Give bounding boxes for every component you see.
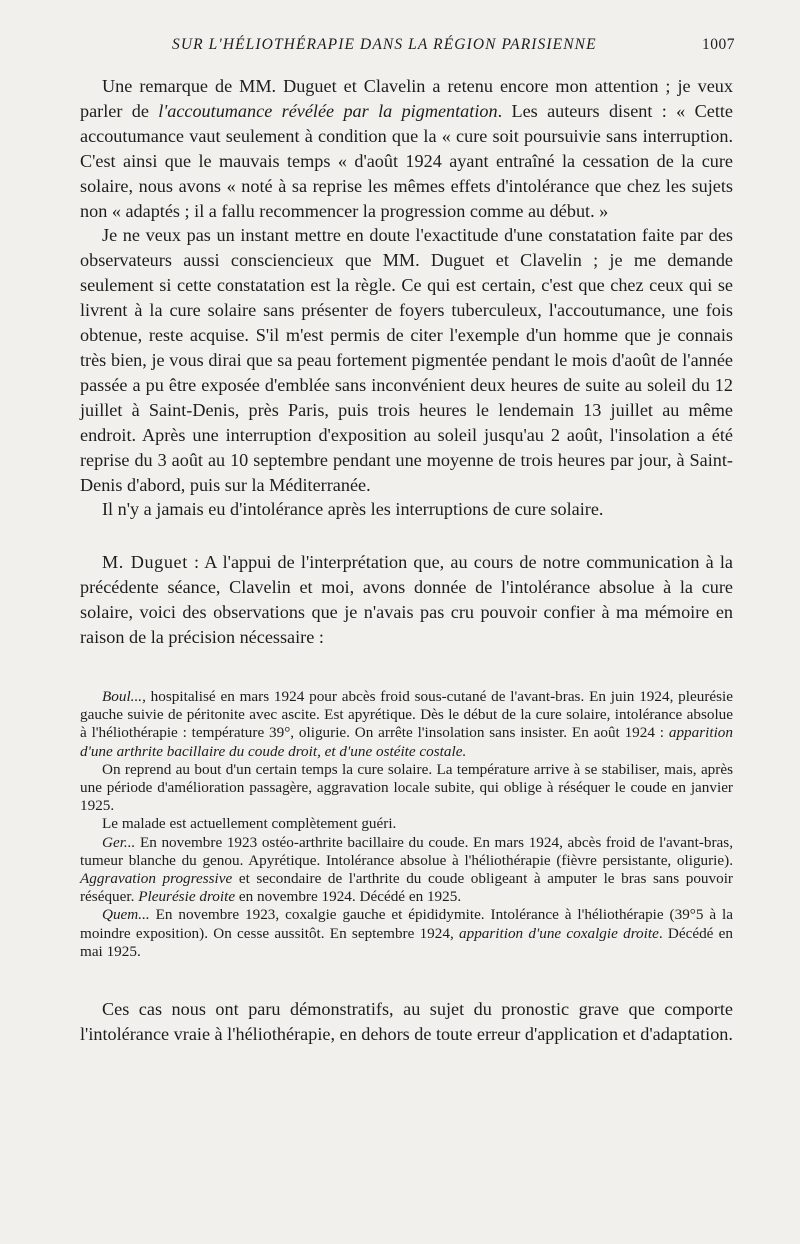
remark-text-start: Une remarque de MM. Duguet et Clavelin a retenu encore mon attention ; je veux parler de [80, 76, 733, 121]
page-header [0, 36, 800, 60]
body-text [80, 74, 733, 1047]
case-quem-emphasis: apparition d'une coxalgie droite [459, 924, 659, 942]
paragraph-duguet [80, 550, 733, 650]
case-quem-name: Quem... [102, 906, 150, 924]
case-ger-text-a: En novembre 1923 ostéo-arthrite bacillaire du coude. En mars 1924, abcès froid de l'avant-bras, tumeur blanche du genou. Apyrétique. Intolérance absolue à l'héliothérapie (fièvre persistante, oligurie). [80, 833, 733, 869]
speaker-name: M. Duguet [102, 552, 188, 573]
paragraph-doubt: Je ne veux pas un instant mettre en doute l'exactitude d'une constatation faite par des observateurs aussi consciencieux que MM. Duguet et Clavelin ; je me demande seulement si cette constatation est la règle. Ce qui est certain, c'est que chez ceux qui se livrent à la cure solaire sans présenter de foyers tuberculeux, l'accoutumance, une fois obtenue, reste acquise. S'il m'est permis de citer l'exemple d'un homme que je connais très bien, je vous dirai que sa peau fortement pigmentée pendant le mois d'août de l'année passée a pu être exposée d'emblée sans inconvénient deux heures de suite au soleil du 12 juillet à Saint-Denis, près Paris, puis trois heures le lendemain 13 juillet au même endroit. Après une interruption d'exposition au soleil jusqu'au 2 août, l'insolation a été reprise du 3 août au 10 septembre pendant une moyenne de trois heures par jour, à Saint-Denis d'abord, puis sur la Méditerranée. [80, 225, 733, 495]
page-number: 1007 [702, 36, 735, 53]
case-boul-emphasis: apparition d'une arthrite bacillaire du coude droit, et d'une ostéite costale. [80, 724, 733, 760]
case-quem-text-b: . Décédé en mai 1925. [80, 924, 733, 960]
case-quem [80, 906, 733, 961]
duguet-intro: : A l'appui de l'interprétation que, au cours de notre communication à la précédente séance, Clavelin et moi, avons donnée de l'intolérance absolue à la cure solaire, voici des observations que je n'avais pas cru pouvoir confier à ma mémoire en raison de la précision nécessaire : [80, 552, 733, 648]
case-quem-text-a: En novembre 1923, coxalgie gauche et épididymite. Intolérance à l'héliothérapie (39°5 à la moindre exposition). On cesse aussitôt. En septembre 1924, [80, 906, 733, 942]
case-ger-emphasis-2: Pleurésie droite [138, 888, 236, 906]
case-boul-followup: On reprend au bout d'un certain temps la cure solaire. La température arrive à se stabiliser, mais, après une période d'amélioration passagère, aggravation locale subite, qui oblige à réséquer le coude en janvier 1925. [80, 760, 733, 815]
case-boul-name: Boul... [102, 687, 143, 705]
remark-text-end: . Les auteurs disent : « Cette accoutumance vaut seulement à condition que la « cure soit poursuivie sans interruption. C'est ainsi que le mauvais temps « d'août 1924 ayant entraîné la cessation de la cure solaire, nous avons « noté à sa reprise les mêmes effets d'intolérance que chez les sujets non « adaptés ; il a fallu recommencer la progression comme au début. » [80, 100, 733, 221]
case-ger-emphasis-1: Aggravation progressive [80, 869, 233, 887]
case-ger-text-c: en novembre 1924. Décédé en 1925. [235, 888, 462, 906]
running-title: SUR L'HÉLIOTHÉRAPIE DANS LA RÉGION PARISIENNE [172, 36, 597, 53]
case-boul [80, 688, 733, 761]
remark-emphasis: l'accoutumance révélée par la pigmentation [158, 100, 498, 121]
case-ger [80, 834, 733, 907]
case-ger-text-b: et secondaire de l'arthrite du coude obligeant à amputer le bras sans pouvoir réséquer. [80, 869, 733, 906]
case-boul-outcome: Le malade est actuellement complètement guéri. [102, 815, 397, 833]
paragraph-remark [80, 74, 733, 223]
paragraph-no-intolerance: Il n'y a jamais eu d'intolérance après les interruptions de cure solaire. [102, 499, 604, 520]
paragraph-conclusion: Ces cas nous ont paru démonstratifs, au sujet du pronostic grave que comporte l'intolérance vraie à l'héliothérapie, en dehors de toute erreur d'application et d'adaptation. [80, 998, 733, 1044]
case-ger-name: Ger... [102, 833, 136, 851]
case-boul-text: , hospitalisé en mars 1924 pour abcès froid sous-cutané de l'avant-bras. En juin 1924, pleurésie gauche suivie de péritonite avec ascite. Est apyrétique. Dès le début de la cure solaire, intolérance absolue à l'héliothérapie : température 39°, oligurie. On arrête l'insolation sans insister. En août 1924 : [80, 687, 733, 742]
